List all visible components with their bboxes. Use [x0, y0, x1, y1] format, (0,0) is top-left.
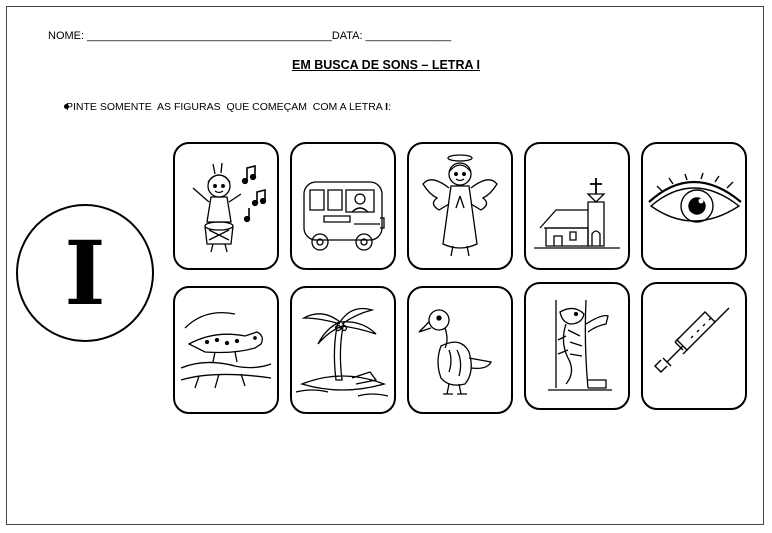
page-title: EM BUSCA DE SONS – LETRA I: [292, 58, 480, 72]
instruction-letter: I: [385, 101, 389, 113]
instruction: [66, 101, 391, 113]
big-letter: I: [64, 221, 106, 325]
picture-card-angel[interactable]: [407, 142, 513, 270]
picture-card-vulture[interactable]: [407, 286, 513, 414]
syringe-icon: [643, 284, 745, 408]
picture-card-church[interactable]: [524, 142, 630, 270]
picture-card-jaguar[interactable]: [173, 286, 279, 414]
letter-circle: [16, 204, 154, 342]
picture-card-eye[interactable]: [641, 142, 747, 270]
picture-card-syringe[interactable]: [641, 282, 747, 410]
vulture-icon: [409, 288, 511, 412]
iguana-icon: [526, 284, 628, 408]
eye-icon: [643, 144, 745, 268]
picture-card-indian[interactable]: [173, 142, 279, 270]
angel-icon: [409, 144, 511, 268]
picture-card-bus[interactable]: [290, 142, 396, 270]
instruction-colon: :: [388, 101, 391, 113]
picture-card-iguana[interactable]: [524, 282, 630, 410]
church-icon: [526, 144, 628, 268]
name-date-line: NOME: ________________________________________DATA: ______________: [48, 30, 452, 42]
palm-island-icon: [292, 288, 394, 412]
school-bus-icon: [292, 144, 394, 268]
indian-drummer-icon: [175, 144, 277, 268]
picture-card-island[interactable]: [290, 286, 396, 414]
jaguar-icon: [175, 288, 277, 412]
instruction-text: PINTE SOMENTE AS FIGURAS QUE COMEÇAM COM A LETRA: [66, 101, 386, 113]
